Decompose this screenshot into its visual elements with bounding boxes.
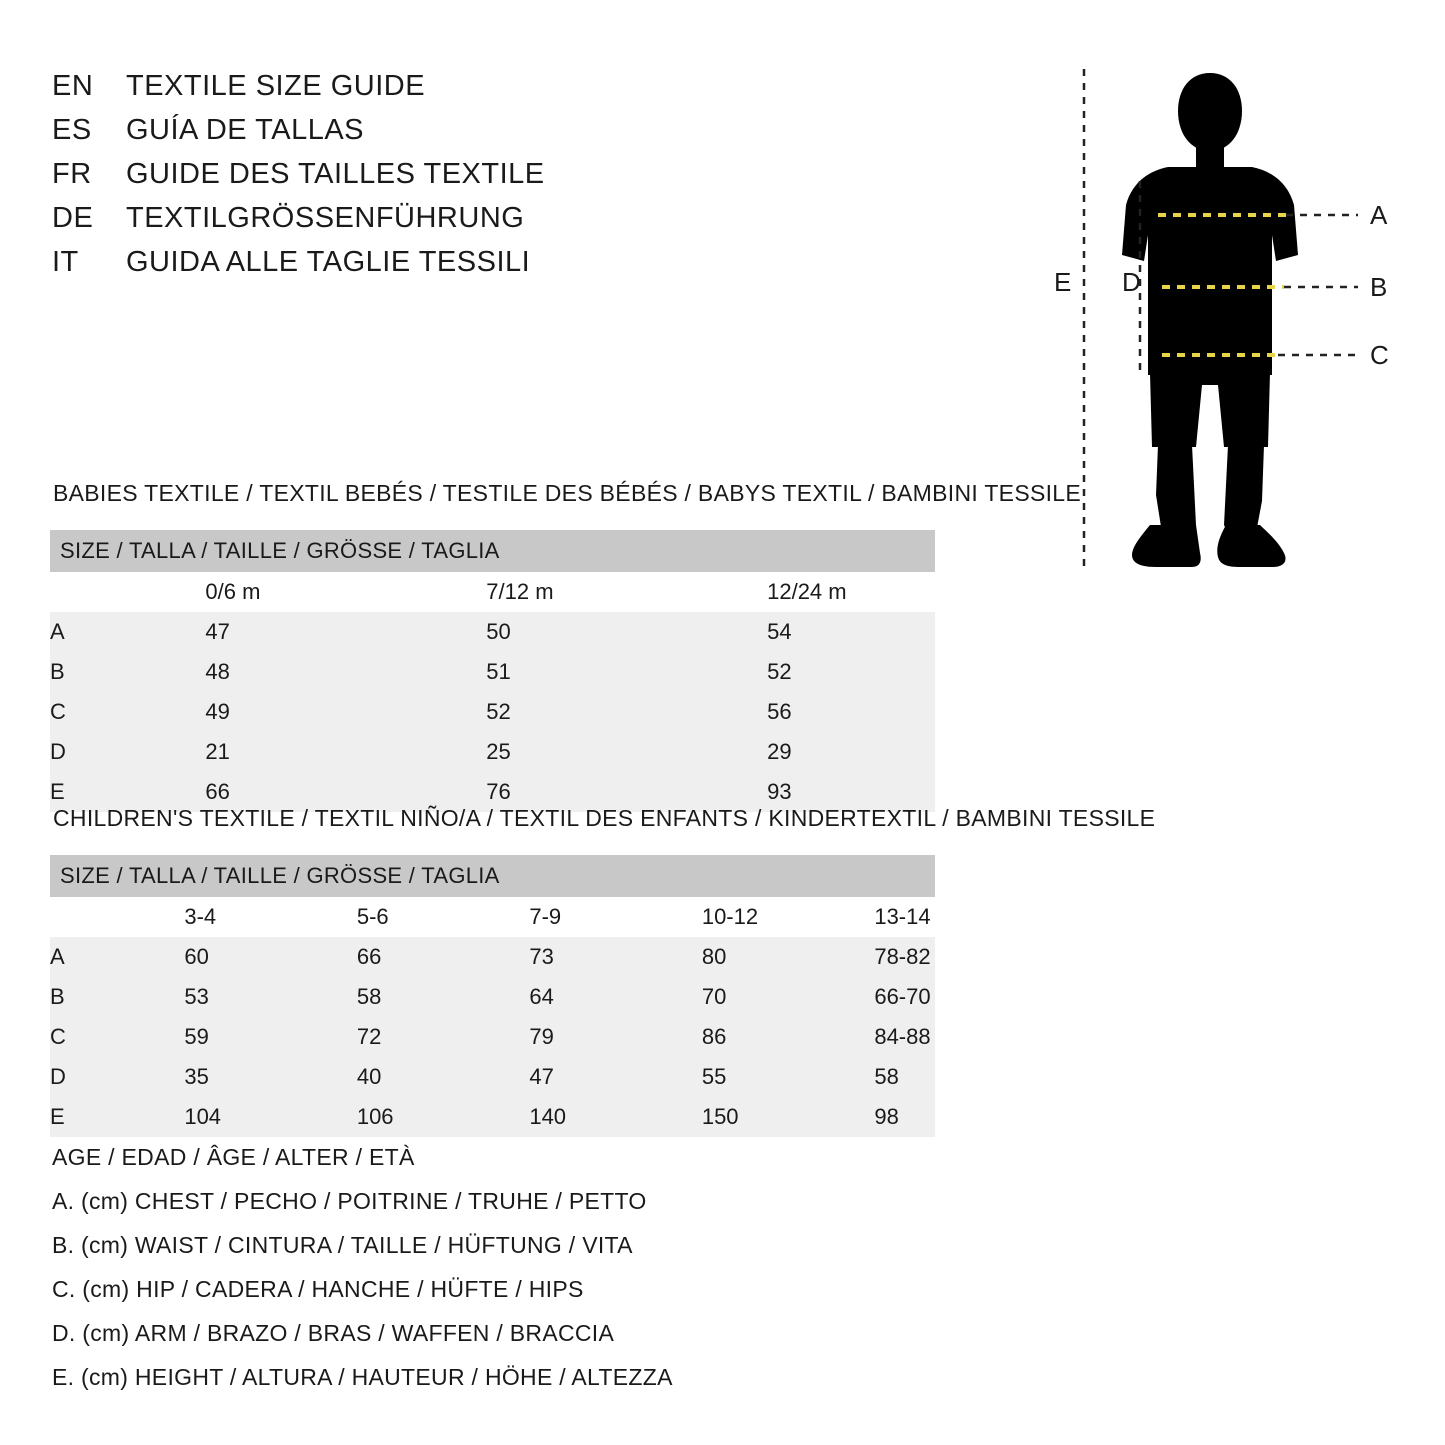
children-cell-a-1: 66	[249, 937, 422, 977]
children-cell-e-1: 106	[249, 1097, 422, 1137]
language-title-fr: GUIDE DES TAILLES TEXTILE	[126, 158, 545, 190]
language-title-block	[52, 70, 752, 290]
babies-size-0: 0/6 m	[92, 572, 373, 612]
children-size-2: 7-9	[421, 897, 594, 937]
babies-table-header: SIZE / TALLA / TAILLE / GRÖSSE / TAGLIA	[50, 530, 935, 572]
children-size-4: 13-14	[766, 897, 935, 937]
children-row-label-d: D	[50, 1057, 71, 1097]
babies-cell-a-0: 47	[92, 612, 373, 652]
language-title-es: GUÍA DE TALLAS	[126, 114, 365, 146]
children-row-label-e: E	[50, 1097, 71, 1137]
language-title-de: TEXTILGRÖSSENFÜHRUNG	[126, 202, 525, 234]
language-row-en	[52, 70, 752, 114]
language-code-de: DE	[52, 202, 94, 234]
children-row-label-b: B	[50, 977, 71, 1017]
language-code-en: EN	[52, 70, 94, 102]
children-cell-c-1: 72	[249, 1017, 422, 1057]
table-row	[50, 652, 935, 692]
children-cell-e-0: 104	[71, 1097, 249, 1137]
legend-line-age: AGE / EDAD / ÂGE / ALTER / ETÀ	[52, 1144, 415, 1170]
figure-label-c: C	[1370, 340, 1389, 370]
children-cell-a-3: 80	[594, 937, 767, 977]
legend-line-chest: A. (cm) CHEST / PECHO / POITRINE / TRUHE / PETTO	[52, 1188, 647, 1214]
language-code-it: IT	[52, 246, 79, 278]
children-cell-d-2: 47	[421, 1057, 594, 1097]
babies-size-1: 7/12 m	[373, 572, 654, 612]
babies-cell-a-1: 50	[373, 612, 654, 652]
babies-row-label-b: B	[50, 652, 92, 692]
babies-cell-e-0: 66	[92, 772, 373, 812]
figure-label-e: E	[1054, 267, 1072, 297]
table-head-row	[50, 855, 935, 897]
children-cell-d-0: 35	[71, 1057, 249, 1097]
children-cell-b-1: 58	[249, 977, 422, 1017]
children-cell-a-4: 78-82	[766, 937, 935, 977]
language-row-de	[52, 202, 752, 246]
language-title-it: GUIDA ALLE TAGLIE TESSILI	[126, 246, 531, 278]
children-cell-e-4: 98	[766, 1097, 935, 1137]
children-cell-b-0: 53	[71, 977, 249, 1017]
figure-label-b: B	[1370, 272, 1388, 302]
children-cell-c-3: 86	[594, 1017, 767, 1057]
table-row	[50, 1057, 935, 1097]
children-cell-b-4: 66-70	[766, 977, 935, 1017]
table-row	[50, 572, 935, 612]
children-cell-e-3: 150	[594, 1097, 767, 1137]
babies-row-label-d: D	[50, 732, 92, 772]
language-code-es: ES	[52, 114, 92, 146]
empty-corner-cell	[50, 897, 71, 937]
children-table-header: SIZE / TALLA / TAILLE / GRÖSSE / TAGLIA	[50, 855, 935, 897]
babies-cell-c-2: 56	[654, 692, 935, 732]
language-row-es	[52, 114, 752, 158]
babies-cell-a-2: 54	[654, 612, 935, 652]
children-section-title: CHILDREN'S TEXTILE / TEXTIL NIÑO/A / TEXTIL DES ENFANTS / KINDERTEXTIL / BAMBINI TESSILE	[53, 805, 1156, 831]
babies-cell-d-2: 29	[654, 732, 935, 772]
babies-cell-d-0: 21	[92, 732, 373, 772]
legend-line-arm: D. (cm) ARM / BRAZO / BRAS / WAFFEN / BRACCIA	[52, 1320, 615, 1346]
legend-line-hip: C. (cm) HIP / CADERA / HANCHE / HÜFTE / HIPS	[52, 1276, 584, 1302]
table-head-row	[50, 530, 935, 572]
language-title-en: TEXTILE SIZE GUIDE	[126, 70, 426, 102]
babies-row-label-a: A	[50, 612, 92, 652]
children-cell-b-2: 64	[421, 977, 594, 1017]
children-cell-d-4: 58	[766, 1057, 935, 1097]
table-row	[50, 612, 935, 652]
table-row	[50, 1097, 935, 1137]
children-size-0: 3-4	[71, 897, 249, 937]
table-row	[50, 692, 935, 732]
children-cell-a-0: 60	[71, 937, 249, 977]
babies-row-label-e: E	[50, 772, 92, 812]
children-row-label-a: A	[50, 937, 71, 977]
children-cell-a-2: 73	[421, 937, 594, 977]
legend-line-height: E. (cm) HEIGHT / ALTURA / HAUTEUR / HÖHE / ALTEZZA	[52, 1364, 673, 1390]
babies-section-title: BABIES TEXTILE / TEXTIL BEBÉS / TESTILE DES BÉBÉS / BABYS TEXTIL / BAMBINI TESSILE	[53, 480, 1082, 506]
table-row	[50, 1017, 935, 1057]
children-cell-c-4: 84-88	[766, 1017, 935, 1057]
language-row-fr	[52, 158, 752, 202]
babies-size-table	[50, 530, 935, 812]
babies-size-2: 12/24 m	[654, 572, 935, 612]
babies-cell-e-1: 76	[373, 772, 654, 812]
legend-line-waist: B. (cm) WAIST / CINTURA / TAILLE / HÜFTUNG / VITA	[52, 1232, 633, 1258]
measurement-legend	[52, 1135, 952, 1399]
table-row	[50, 732, 935, 772]
children-cell-e-2: 140	[421, 1097, 594, 1137]
language-row-it	[52, 246, 752, 290]
children-cell-d-1: 40	[249, 1057, 422, 1097]
babies-cell-c-0: 49	[92, 692, 373, 732]
body-measurement-diagram	[1040, 55, 1420, 575]
children-size-table	[50, 855, 935, 1137]
babies-cell-d-1: 25	[373, 732, 654, 772]
empty-corner-cell	[50, 572, 92, 612]
babies-cell-c-1: 52	[373, 692, 654, 732]
babies-row-label-c: C	[50, 692, 92, 732]
language-code-fr: FR	[52, 158, 92, 190]
babies-cell-e-2: 93	[654, 772, 935, 812]
figure-label-d: D	[1122, 267, 1141, 297]
babies-cell-b-1: 51	[373, 652, 654, 692]
table-row	[50, 977, 935, 1017]
children-cell-d-3: 55	[594, 1057, 767, 1097]
children-size-3: 10-12	[594, 897, 767, 937]
children-row-label-c: C	[50, 1017, 71, 1057]
children-cell-c-2: 79	[421, 1017, 594, 1057]
children-size-1: 5-6	[249, 897, 422, 937]
table-row	[50, 937, 935, 977]
children-cell-c-0: 59	[71, 1017, 249, 1057]
table-row	[50, 897, 935, 937]
figure-label-a: A	[1370, 200, 1388, 230]
children-cell-b-3: 70	[594, 977, 767, 1017]
babies-cell-b-2: 52	[654, 652, 935, 692]
babies-cell-b-0: 48	[92, 652, 373, 692]
